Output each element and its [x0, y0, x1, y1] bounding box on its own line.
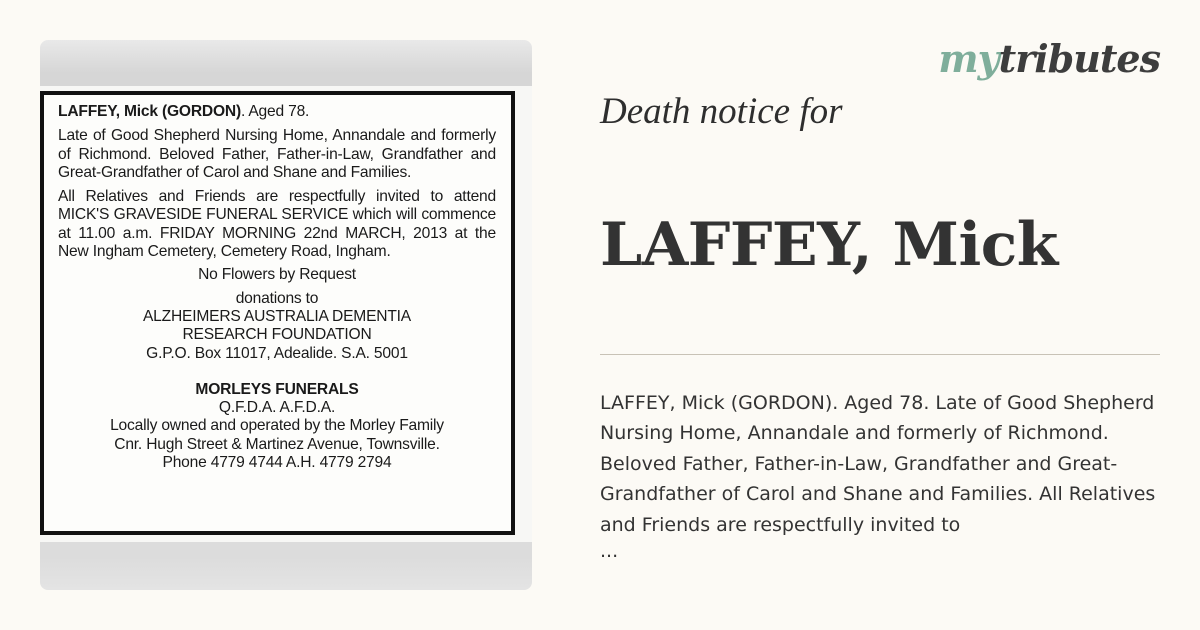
logo-my: my — [938, 36, 999, 81]
divider — [600, 354, 1160, 355]
notice-funeral-line1: Locally owned and operated by the Morley Family — [110, 417, 444, 435]
logo-tributes: tributes — [998, 36, 1160, 81]
notice-paragraph-service: All Relatives and Friends are respectfully invited to attend MICK'S GRAVESIDE FUNERAL SERVICE which will commence at 11.00 a.m. FRIDAY MORNING 22nd MARCH, 2013 at the New Ingham Cemetery, Cemetery Road, Ingham. — [58, 188, 496, 261]
notice-clipping — [40, 91, 515, 535]
page-subtitle: Death notice for — [600, 91, 843, 132]
notice-funeral-line2: Cnr. Hugh Street & Martinez Avenue, Townsville. — [114, 435, 440, 453]
notice-funeral-qualifications: Q.F.D.A. A.F.D.A. — [218, 399, 336, 417]
notice-donations-address: G.P.O. Box 11017, Adealide. S.A. 5001 — [146, 344, 408, 362]
mytributes-logo[interactable] — [938, 36, 1160, 81]
notice-paragraph-family: Late of Good Shepherd Nursing Home, Annandale and formerly of Richmond. Beloved Father, Father-in-Law, Grandfather and Great-Grandfather of Carol and Shane and Families. — [58, 127, 496, 181]
notice-funeral-line3: Phone 4779 4744 A.H. 4779 2794 — [162, 454, 392, 472]
notice-donations-intro: donations to — [235, 289, 319, 307]
notice-age: . Aged 78. — [240, 103, 310, 120]
notice-donations-org-line1: ALZHEIMERS AUSTRALIA DEMENTIA — [142, 307, 412, 325]
summary-ellipsis: ... — [600, 540, 619, 562]
notice-donations-org-line2: RESEARCH FOUNDATION — [182, 326, 372, 344]
notice-flowers: No Flowers by Request — [198, 266, 356, 284]
notice-funeral-director: MORLEYS FUNERALS — [195, 380, 359, 398]
notice-heading — [58, 103, 496, 121]
notice-summary: LAFFEY, Mick (GORDON). Aged 78. Late of Good Shepherd Nursing Home, Annandale and formerly of Richmond. Beloved Father, Father-in-Law, Grandfather and Great-Grandfather of Carol and Shane and Families. All Relatives and Friends are respectfully invited to — [600, 392, 1156, 536]
notice-deceased-name: LAFFEY, Mick (GORDON) — [58, 103, 241, 120]
page-title: LAFFEY, Mick — [600, 210, 1058, 280]
